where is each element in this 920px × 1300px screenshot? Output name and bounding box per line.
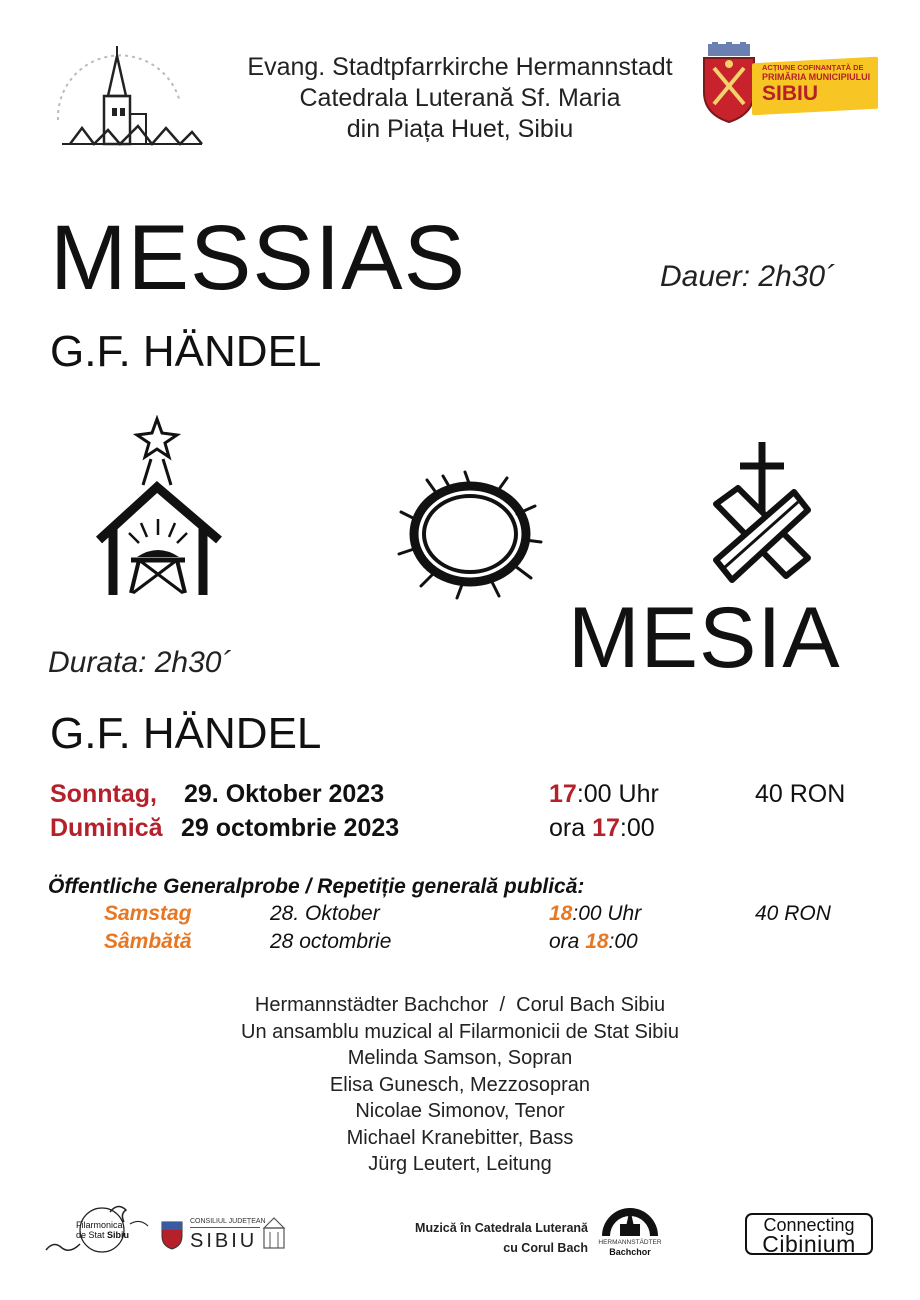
- connecting-line-1: Connecting: [763, 1215, 855, 1235]
- connecting-line-2: Cibinium: [762, 1231, 856, 1257]
- romanian-title: MESIA: [568, 590, 841, 686]
- consiliul-big-text: SIBIU: [190, 1230, 258, 1252]
- rehearsal-de-hour: 18: [549, 902, 573, 925]
- german-title: MESSIAS: [50, 207, 467, 309]
- credit-line: Jürg Leutert, Leitung: [368, 1153, 552, 1175]
- concert-de-day: Sonntag,: [50, 780, 157, 808]
- credit-line: Elisa Gunesch, Mezzosopran: [329, 1073, 591, 1096]
- concert-price: 40 RON: [755, 780, 846, 808]
- concert-de-time-rest: :00 Uhr: [576, 780, 659, 808]
- consiliul-judetean-logo: [160, 1212, 290, 1256]
- church-logo-icon: [40, 42, 205, 150]
- church-name-header: [200, 52, 720, 145]
- credit-line: Un ansamblu muzical al Filarmonicii de Stat Sibiu: [241, 1020, 679, 1043]
- consiliul-small-text: CONSILIUL JUDEȚEAN: [190, 1218, 266, 1225]
- concert-de-hour: 17: [549, 780, 577, 808]
- filarmonica-line-1: Filarmonica: [76, 1220, 123, 1230]
- rehearsal-ro-time: [549, 931, 638, 952]
- concert-ro-day: Duminică: [50, 814, 163, 842]
- concert-de-date: 29. Oktober 2023: [184, 780, 385, 808]
- filarmonica-text: [76, 1220, 129, 1240]
- filarmonica-line-2-bold: Sibiu: [107, 1230, 130, 1240]
- credit-line: Melinda Samson, Sopran: [347, 1047, 573, 1069]
- german-duration: Dauer: 2h30´: [660, 260, 836, 293]
- header-line-1: Evang. Stadtpfarrkirche Hermannstadt: [247, 53, 673, 81]
- crown-of-thorns-icon: [395, 470, 545, 600]
- credit-line: Nicolae Simonov, Tenor: [355, 1100, 565, 1122]
- sponsor-line-3: SIBIU: [762, 81, 819, 105]
- sponsor-line-1: ACȚIUNE COFINANȚATĂ DE: [762, 63, 864, 72]
- header-line-2: Catedrala Luterană Sf. Maria: [299, 84, 621, 112]
- music-in-cathedral-text: [410, 1218, 588, 1258]
- rehearsal-ro-time-rest: :00: [608, 930, 638, 953]
- concert-de-time: [549, 782, 659, 807]
- german-composer: G.F. HÄNDEL: [50, 327, 322, 376]
- performers-credits: [160, 992, 760, 1178]
- nativity-stable-icon: [95, 415, 225, 600]
- rehearsal-de-time: [549, 903, 641, 924]
- filarmonica-logo: [40, 1200, 152, 1260]
- bachchor-line-1: HERMANNSTÄDTER: [598, 1239, 662, 1246]
- credit-line: Michael Kranebitter, Bass: [346, 1126, 574, 1149]
- header-line-3: din Piața Huet, Sibiu: [346, 115, 574, 143]
- bachchor-line-2: Bachchor: [609, 1247, 651, 1257]
- rehearsal-de-time-rest: :00 Uhr: [572, 902, 642, 925]
- bachchor-church-icon: [598, 1196, 662, 1238]
- rehearsal-de-day: Samstag: [104, 902, 192, 925]
- music-line-2: cu Corul Bach: [503, 1241, 588, 1255]
- sponsor-badge: [700, 42, 880, 127]
- concert-ro-row: [50, 816, 550, 841]
- rehearsal-ro-day: Sâmbătă: [104, 930, 192, 953]
- concert-ro-time-prefix: ora: [549, 814, 593, 842]
- rehearsal-price: 40 RON: [755, 902, 831, 925]
- concert-ro-date: 29 octombrie 2023: [181, 814, 400, 842]
- music-line-1: Muzică în Catedrala Luterană: [415, 1221, 588, 1235]
- sponsor-badge-text: [762, 64, 878, 104]
- concert-ro-time: [549, 816, 655, 841]
- concert-ro-hour: 17: [592, 814, 620, 842]
- cross-tomb-icon: [712, 440, 812, 588]
- connecting-cibinium-logo: [745, 1213, 873, 1255]
- rehearsal-ro-date: 28 octombrie: [270, 930, 392, 953]
- consiliul-divider: [190, 1227, 260, 1228]
- rehearsal-ro-time-prefix: ora: [549, 930, 586, 953]
- romanian-duration: Durata: 2h30´: [48, 646, 232, 679]
- filarmonica-line-2: de Stat: [76, 1230, 105, 1240]
- rehearsal-heading: Öffentliche Generalprobe / Repetiție generală publică:: [48, 875, 585, 898]
- rehearsal-de-date: 28. Oktober: [270, 902, 380, 925]
- romanian-composer: G.F. HÄNDEL: [50, 709, 322, 758]
- bachchor-logo: [592, 1196, 668, 1264]
- sibiu-coat-of-arms-icon: [700, 42, 758, 124]
- county-coat-of-arms-icon: [160, 1220, 184, 1250]
- county-building-icon: [260, 1216, 288, 1250]
- credit-line: Hermannstädter Bachchor / Corul Bach Sibiu: [254, 994, 666, 1016]
- rehearsal-ro-hour: 18: [585, 930, 609, 953]
- sponsor-line-2: PRIMĂRIA MUNICIPIULUI: [762, 71, 871, 82]
- concert-ro-time-rest: :00: [619, 814, 655, 842]
